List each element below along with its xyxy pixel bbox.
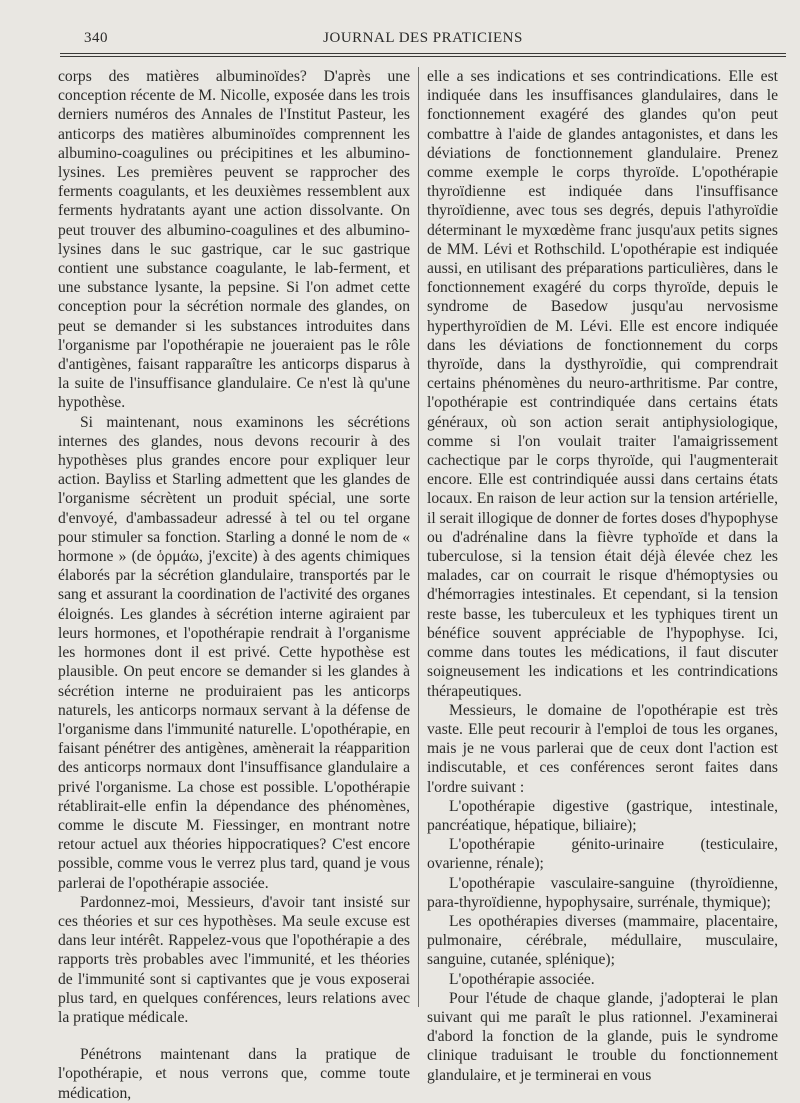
column-divider [418, 67, 419, 1007]
list-item: L'opothérapie génito-urinaire (testiculaire, ovarienne, rénale); [427, 836, 778, 873]
journal-title: JOURNAL DES PRATICIENS [323, 30, 523, 46]
list-item: L'opothérapie vasculaire-sanguine (thyroïdienne, para-thyroïdienne, hypophysaire, surrénale, thymique); [427, 874, 778, 911]
page-number: 340 [84, 30, 108, 46]
paragraph: corps des matières albuminoïdes? D'après une conception récente de M. Nicolle, exposée dans les trois derniers numéros des Annales de l'Institut Pasteur, les anticorps des matières albuminoïdes comprennent les albumino-coagulines ou précipitines et les albumino-lysines. Les premières peuvent se rapprocher des ferments coagulants, et les deuxièmes ressemblent aux ferments hydratants ayant une action dissolvante. On peut trouver des albumino-coagulines et des albumino-lysines dans le suc gastrique, car le suc gastrique contient une substance coagulante, le lab-ferment, et une substance lysante, la pepsine. Si l'on admet cette conception pour la sécrétion normale des glandes, on peut se demander si les substances introduites dans l'organisme par l'opothérapie ne joueraient pas le rôle d'antigènes, faisant rapparaître les anticorps disparus à la suite de l'insuffisance glandulaire. Ce n'est là qu'une hypothèse. [58, 68, 410, 412]
list-item: Les opothérapies diverses (mammaire, placentaire, pulmonaire, cérébrale, médullaire, musculaire, sanguine, cutanée, splénique); [427, 912, 778, 969]
paragraph: Si maintenant, nous examinons les sécrétions internes des glandes, nous devons recourir à des hypothèses plus grandes encore pour expliquer leur action. Bayliss et Starling admettent que les glandes de l'organisme sécrètent un produit spécial, une sorte d'envoyé, d'ambassadeur adressé à tel ou tel organe pour stimuler sa fonction. Starling a donné le nom de « hormone » (de ὁρμάω, j'excite) à des agents chimiques élaborés par la sécrétion glandulaire, transportés par le sang et assurant la coordination de l'activité des organes éloignés. Les glandes à sécrétion interne agiraient par leurs hormones, et l'opothérapie rendrait à l'organisme les hormones dont il est privé. Cette hypothèse est plausible. On peut encore se demander si les glandes à sécrétion interne ne produiraient pas les anticorps naturels, les anticorps normaux servant à la défense de l'organisme dans l'immunité naturelle. L'opothérapie, en faisant pénétrer des antigènes, amènerait la réapparition des anticorps normaux dont l'insuffisance glandulaire a privé l'organisme. La chose est possible. L'opothérapie rétablirait-elle enfin la dépendance des phénomènes, comme le discute M. Fiessinger, en montrant notre retour actuel aux théories hippocratiques? C'est encore possible, comme vous le verrez plus tard, quand je vous parlerai de l'opothérapie associée. [58, 413, 410, 892]
paragraph: Pardonnez-moi, Messieurs, d'avoir tant insisté sur ces théories et sur ces hypothèses. Ma seule excuse est dans leur intérêt. Rappelez-vous que l'opothérapie a des rapports très probables avec l'immunité, et les théories de l'immunité sont si captivantes que je vous exposerai plus tard, en quelques conférences, leurs relations avec la pratique médicale. [58, 893, 410, 1026]
right-column [427, 67, 778, 1084]
paragraph: Pénétrons maintenant dans la pratique de l'opothérapie, et nous verrons que, comme toute médication, [58, 1046, 410, 1102]
list-item: L'opothérapie associée. [449, 970, 595, 988]
header-rule [60, 53, 786, 57]
paragraph: elle a ses indications et ses contrindications. Elle est indiquée dans les insuffisances glandulaires, dans le fonctionnement exagéré des glandes qu'on peut combattre à l'aide de glandes antagonistes, et dans les déviations de fonctionnement glandulaire. Prenez comme exemple le corps thyroïde. L'opothérapie thyroïdienne est indiquée dans l'insuffisance thyroïdienne, avec tous ses degrés, depuis l'athyroïdie déterminant le myxœdème franc jusqu'aux petits signes de MM. Lévi et Rothschild. L'opothérapie est indiquée aussi, en utilisant des préparations particulières, dans le fonctionnement exagéré du corps thyroïde, depuis le syndrome de Basedow jusqu'au nervosisme hyperthyroïdien de M. Lévi. Elle est encore indiquée dans les déviations de fonctionnement du corps thyroïde, dans la dysthyroïdie, qui comprendrait certains phénomènes du neuro-arthritisme. Par contre, l'opothérapie est contrindiquée dans certains états généraux, où son action serait antiphysiologique, comme si l'on voulait traiter l'amaigrissement cachectique par le corps thyroïde, qui l'augmenterait encore. Elle est contrindiquée aussi dans certains états locaux. En raison de leur action sur la tension artérielle, il serait illogique de donner de fortes doses d'hypophyse ou d'adrénaline dans la fièvre typhoïde et dans la tuberculose, si la tension était déjà élevée chez les malades, car on courrait le risque d'hémoptysies ou d'hémorragies intestinales. Et cependant, si la tension reste basse, les tuberculeux et les typhiques tirent un bénéfice souvent appréciable de l'hypophyse. Ici, comme dans toutes les médications, il faut discuter soigneusement les indications et les contrindications thérapeutiques. [427, 68, 778, 700]
paragraph: Messieurs, le domaine de l'opothérapie est très vaste. Elle peut recourir à l'emploi de tous les organes, mais je ne vous parlerai que de ceux dont l'action est indiscutable, et ces conférences seront faites dans l'ordre suivant : [427, 701, 778, 796]
page-header [60, 30, 786, 52]
left-column [58, 67, 410, 1102]
paragraph: Pour l'étude de chaque glande, j'adopterai le plan suivant qui me paraît le plus rationnel. J'examinerai d'abord la fonction de la glande, puis le syndrome clinique traduisant le trouble du fonctionnement glandulaire, et je terminerai en vous [427, 989, 778, 1084]
list-item: L'opothérapie digestive (gastrique, intestinale, pancréatique, hépatique, biliaire); [427, 797, 778, 834]
